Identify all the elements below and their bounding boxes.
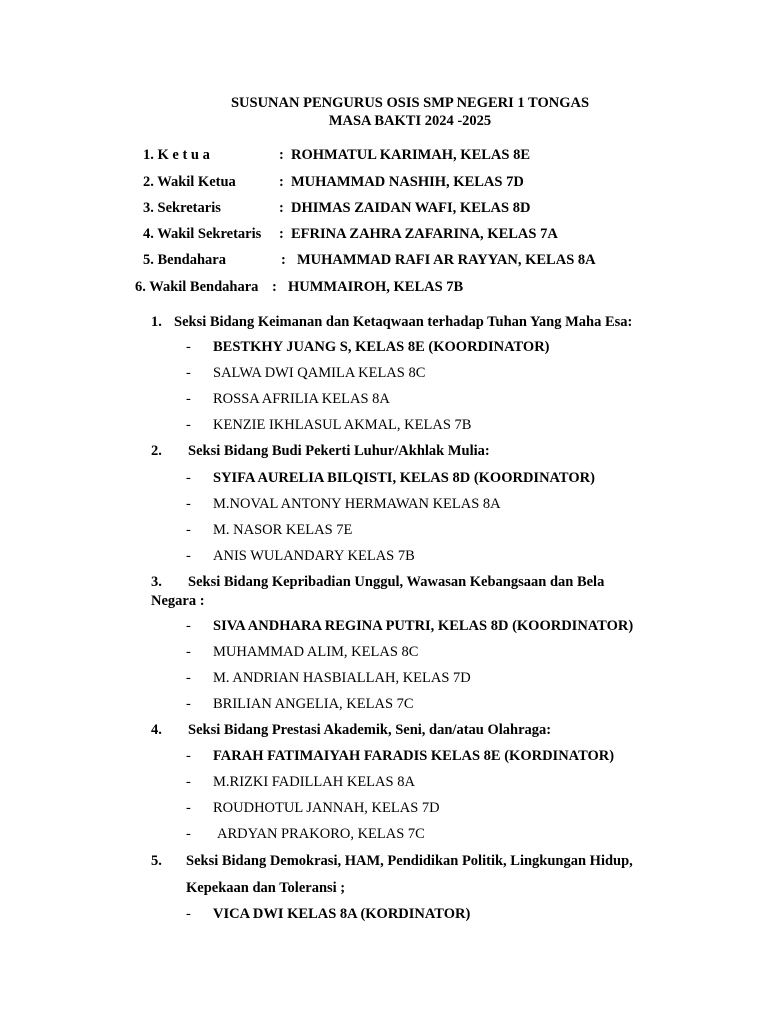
- officer-label: 3. Sekretaris: [143, 200, 221, 216]
- member-name: SIVA ANDHARA REGINA PUTRI, KELAS 8D (KOORDINATOR): [213, 618, 634, 634]
- section-title: Seksi Bidang Prestasi Akademik, Seni, dan/atau Olahraga:: [188, 722, 552, 738]
- dash-bullet: -: [186, 800, 191, 816]
- officer-colon: :: [279, 226, 284, 242]
- dash-bullet: -: [186, 417, 191, 433]
- member-name: ANIS WULANDARY KELAS 7B: [213, 548, 415, 564]
- dash-bullet: -: [186, 548, 191, 564]
- member-name: MUHAMMAD ALIM, KELAS 8C: [213, 644, 419, 660]
- member-name: FARAH FATIMAIYAH FARADIS KELAS 8E (KORDINATOR): [213, 748, 615, 764]
- member-name: ARDYAN PRAKORO, KELAS 7C: [217, 826, 425, 842]
- section-number: 4.: [151, 722, 162, 738]
- dash-bullet: -: [186, 618, 191, 634]
- member-name: M.NOVAL ANTONY HERMAWAN KELAS 8A: [213, 496, 501, 512]
- dash-bullet: -: [186, 339, 191, 355]
- section-heading-5-continuation: Kepekaan dan Toleransi ;: [186, 880, 346, 896]
- document-title-line2: MASA BAKTI 2024 -2025: [328, 113, 492, 129]
- officer-value: MUHAMMAD NASHIH, KELAS 7D: [291, 174, 524, 190]
- section-number: 3.: [151, 574, 162, 590]
- document-title-line1: SUSUNAN PENGURUS OSIS SMP NEGERI 1 TONGAS: [230, 95, 590, 111]
- section-number: 2.: [151, 443, 162, 459]
- officer-value: ROHMATUL KARIMAH, KELAS 8E: [291, 147, 531, 163]
- member-name: BRILIAN ANGELIA, KELAS 7C: [213, 696, 414, 712]
- officer-label: 4. Wakil Sekretaris: [143, 226, 262, 242]
- dash-bullet: -: [186, 748, 191, 764]
- officer-colon: :: [281, 252, 286, 268]
- dash-bullet: -: [186, 496, 191, 512]
- officer-value: DHIMAS ZAIDAN WAFI, KELAS 8D: [291, 200, 531, 216]
- member-name: ROUDHOTUL JANNAH, KELAS 7D: [213, 800, 440, 816]
- section-number: 5.: [151, 853, 162, 869]
- member-name: SALWA DWI QAMILA KELAS 8C: [213, 365, 426, 381]
- section-heading-3-continuation: Negara :: [151, 593, 205, 609]
- dash-bullet: -: [186, 774, 191, 790]
- officer-value: MUHAMMAD RAFI AR RAYYAN, KELAS 8A: [297, 252, 596, 268]
- section-title: Seksi Bidang Kepribadian Unggul, Wawasan Kebangsaan dan Bela: [188, 574, 605, 590]
- officer-label: 5. Bendahara: [143, 252, 226, 268]
- member-name: M. ANDRIAN HASBIALLAH, KELAS 7D: [213, 670, 471, 686]
- member-name: KENZIE IKHLASUL AKMAL, KELAS 7B: [213, 417, 472, 433]
- officer-value: HUMMAIROH, KELAS 7B: [288, 279, 464, 295]
- member-name: ROSSA AFRILIA KELAS 8A: [213, 391, 390, 407]
- officer-label: 1. K e t u a: [143, 147, 210, 163]
- officer-colon: :: [272, 279, 277, 295]
- officer-value: EFRINA ZAHRA ZAFARINA, KELAS 7A: [291, 226, 558, 242]
- section-number: 1.: [151, 314, 162, 330]
- dash-bullet: -: [186, 644, 191, 660]
- dash-bullet: -: [186, 522, 191, 538]
- member-name: SYIFA AURELIA BILQISTI, KELAS 8D (KOORDINATOR): [213, 470, 595, 486]
- member-name: VICA DWI KELAS 8A (KORDINATOR): [213, 906, 471, 922]
- dash-bullet: -: [186, 826, 191, 842]
- officer-label: 2. Wakil Ketua: [143, 174, 236, 190]
- officer-colon: :: [279, 147, 284, 163]
- dash-bullet: -: [186, 696, 191, 712]
- officer-colon: :: [279, 200, 284, 216]
- dash-bullet: -: [186, 470, 191, 486]
- dash-bullet: -: [186, 391, 191, 407]
- officer-label: 6. Wakil Bendahara: [135, 279, 259, 295]
- member-name: M.RIZKI FADILLAH KELAS 8A: [213, 774, 415, 790]
- dash-bullet: -: [186, 365, 191, 381]
- section-title: Seksi Bidang Demokrasi, HAM, Pendidikan Politik, Lingkungan Hidup,: [186, 853, 633, 869]
- dash-bullet: -: [186, 670, 191, 686]
- officer-colon: :: [279, 174, 284, 190]
- member-name: BESTKHY JUANG S, KELAS 8E (KOORDINATOR): [213, 339, 550, 355]
- member-name: M. NASOR KELAS 7E: [213, 522, 353, 538]
- section-title: Seksi Bidang Budi Pekerti Luhur/Akhlak Mulia:: [188, 443, 490, 459]
- dash-bullet: -: [186, 906, 191, 922]
- section-title: Seksi Bidang Keimanan dan Ketaqwaan terhadap Tuhan Yang Maha Esa:: [174, 314, 633, 330]
